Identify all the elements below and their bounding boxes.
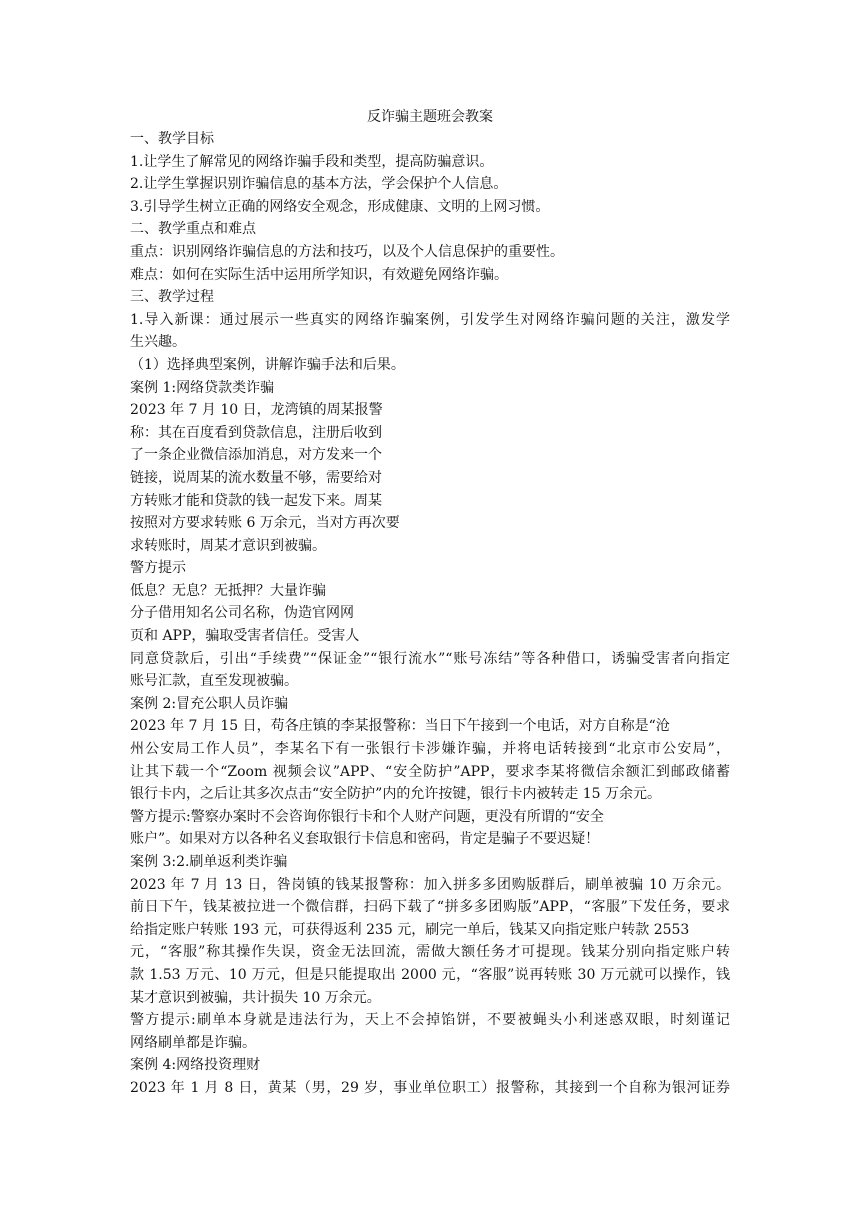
text-line: 元，“客服”称其操作失误，资金无法回流，需做大额任务才可提现。钱某分别向指定账户转 [130,944,730,961]
text-line: 重点：识别网络诈骗信息的方法和技巧，以及个人信息保护的重要性。 [130,243,564,260]
text-line: 2.让学生掌握识别诈骗信息的基本方法，学会保护个人信息。 [130,176,508,193]
text-line: 2023 年 1 月 8 日，黄某（男，29 岁，事业单位职工）报警称，其接到一个自称为银河证券 [130,1079,730,1096]
text-line: 前日下午，钱某被拉进一个微信群，扫码下载了“拼多多团购版”APP，“客服”下发任务，要求 [130,899,730,916]
text-line: 款 1.53 万元、10 万元，但是只能提取出 2000 元，“客服”说再转账 30 万元就可以操作，钱 [130,966,730,983]
text-line: 2023 年 7 月 10 日，龙湾镇的周某报警 [130,402,383,419]
text-line: 警方提示:警察办案时不会咨询你银行卡和个人财产问题，更没有所谓的“安全 [130,808,604,825]
text-line: 2023 年 7 月 13 日，咎岗镇的钱某报警称：加入拼多多团购版群后，刷单被骗 10 万余元。 [130,876,730,893]
text-line: 3.引导学生树立正确的网络安全观念，形成健康、文明的上网习惯。 [130,198,550,215]
text-line: 给指定账户转账 193 元，可获得返利 235 元，刷完一单后，钱某又向指定账户转款 2553 [130,921,690,938]
text-line: 警方提示 [130,560,186,577]
text-line: 页和 APP，骗取受害者信任。受害人 [130,628,360,645]
text-line: 求转账时，周某才意识到被骗。 [130,537,326,554]
text-line: 1.让学生了解常见的网络诈骗手段和类型，提高防骗意识。 [130,153,494,170]
text-line: 三、教学过程 [130,289,214,306]
text-line: 低息？无息？无抵押？大量诈骗 [130,582,326,599]
text-line: 同意贷款后，引出“手续费”“保证金”“银行流水”“账号冻结”等各种借口，诱骗受害者向指定 [130,650,730,667]
text-line: 一、教学目标 [130,131,214,147]
text-line: 案例 3:2.刷单返利类诈骗 [130,854,288,870]
text-line: 案例 2:冒充公职人员诈骗 [130,695,289,712]
text-line: 账号汇款，直至发现被骗。 [130,673,298,690]
text-line: （1）选择典型案例，讲解诈骗手法和后果。 [130,356,405,373]
text-line: 1.导入新课：通过展示一些真实的网络诈骗案例，引发学生对网络诈骗问题的关注，激发学 [130,311,730,328]
text-line: 某才意识到被骗，共计损失 10 万余元。 [130,989,381,1006]
text-line: 生兴趣。 [130,334,186,351]
text-line: 银行卡内，之后让其多次点击“安全防护”内的允许按键，银行卡内被转走 15 万余元。 [130,786,662,803]
text-line: 分子借用知名公司名称，伪造官网网 [130,605,354,622]
text-line: 案例 4:网络投资理财 [130,1057,261,1074]
text-line: 难点：如何在实际生活中运用所学知识，有效避免网络诈骗。 [130,266,508,283]
text-line: 二、教学重点和难点 [130,221,256,238]
text-line: 2023 年 7 月 15 日，苟各庄镇的李某报警称：当日下午接到一个电话，对方自称是“沧 [130,718,670,735]
document-body [130,128,730,1100]
text-line: 了一条企业微信添加消息，对方发来一个 [130,447,382,464]
text-line: 网络刷单都是诈骗。 [130,1034,256,1051]
text-line: 让其下载一个“Zoom 视频会议”APP、“安全防护”APP，要求李某将微信余额汇到邮政储蓄 [130,763,730,780]
text-line: 称：其在百度看到贷款信息，注册后收到 [130,424,382,441]
text-line: 警方提示:刷单本身就是违法行为，天上不会掉馅饼，不要被蝇头小利迷惑双眼，时刻谨记 [130,1012,730,1029]
text-line: 按照对方要求转账 6 万余元，当对方再次要 [130,515,400,532]
text-line: 链接，说周某的流水数量不够，需要给对 [130,469,382,486]
text-line: 州公安局工作人员”，李某名下有一张银行卡涉嫌诈骗，并将电话转接到“北京市公安局”， [130,741,730,758]
text-line: 案例 1:网络贷款类诈骗 [130,379,275,396]
document-title: 反诈骗主题班会教案 [367,109,493,125]
text-line: 账户”。如果对方以各种名义套取银行卡信息和密码，肯定是骗子不要迟疑！ [130,831,600,848]
text-line: 方转账才能和贷款的钱一起发下来。周某 [130,492,382,509]
